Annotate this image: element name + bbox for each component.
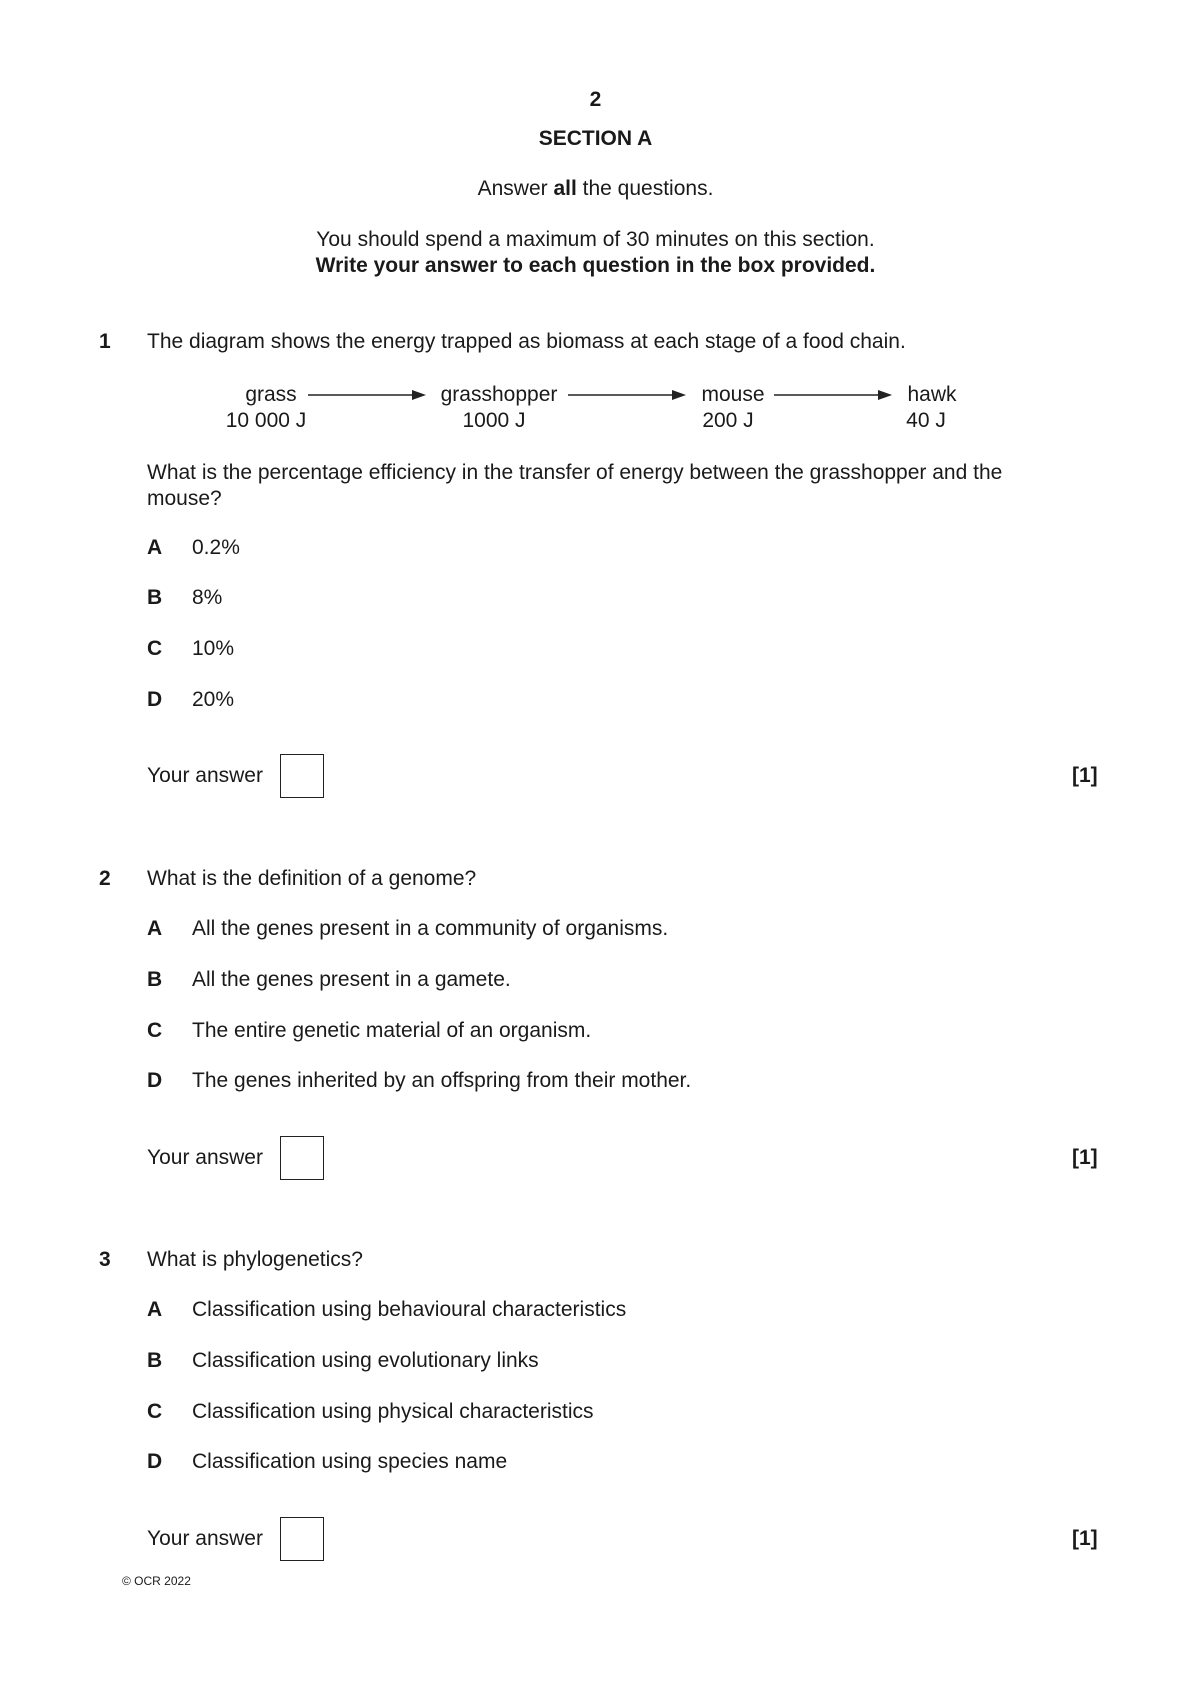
chain-energy-grass: 10 000 J <box>225 409 307 432</box>
question-1-text-line1: What is the percentage efficiency in the transfer of energy between the grasshopper and the <box>147 461 1003 484</box>
answer-box-q3[interactable] <box>280 1517 324 1561</box>
chain-organism-grasshopper: grasshopper <box>440 383 558 406</box>
answer-box-q2[interactable] <box>280 1136 324 1180</box>
page-number: 2 <box>589 88 602 111</box>
question-1-number: 1 <box>99 330 111 353</box>
arrow-right-icon <box>774 388 894 402</box>
time-note: You should spend a maximum of 30 minutes on this section. <box>316 228 875 251</box>
option-letter: D <box>147 688 163 711</box>
option-text: Classification using species name <box>192 1450 508 1473</box>
option-text: 20% <box>192 688 235 711</box>
option-letter: B <box>147 1349 163 1372</box>
option-letter: A <box>147 536 163 559</box>
question-2-number: 2 <box>99 867 111 890</box>
option-text: Classification using physical characteristics <box>192 1400 594 1423</box>
marks-q3: [1] <box>1072 1527 1098 1550</box>
option-text: 10% <box>192 637 235 660</box>
section-title: SECTION A <box>538 127 653 150</box>
option-letter: B <box>147 586 163 609</box>
question-2-stem: What is the definition of a genome? <box>147 867 477 890</box>
option-text: The entire genetic material of an organism. <box>192 1019 592 1042</box>
copyright: © OCR 2022 <box>122 1574 191 1588</box>
chain-organism-mouse: mouse <box>701 383 765 406</box>
chain-energy-grasshopper: 1000 J <box>462 409 526 432</box>
option-letter: C <box>147 1400 163 1423</box>
option-text: Classification using evolutionary links <box>192 1349 539 1372</box>
arrow-right-icon <box>568 388 688 402</box>
option-letter: D <box>147 1450 163 1473</box>
option-text: All the genes present in a community of organisms. <box>192 917 669 940</box>
option-letter: B <box>147 968 163 991</box>
option-letter: C <box>147 637 163 660</box>
option-text: Classification using behavioural characteristics <box>192 1298 627 1321</box>
arrow-right-icon <box>308 388 428 402</box>
instruction-pre: Answer <box>477 177 554 200</box>
question-3-stem: What is phylogenetics? <box>147 1248 363 1271</box>
option-letter: D <box>147 1069 163 1092</box>
option-text: All the genes present in a gamete. <box>192 968 511 991</box>
marks-q1: [1] <box>1072 764 1098 787</box>
option-letter: A <box>147 917 163 940</box>
option-letter: C <box>147 1019 163 1042</box>
answer-label: Your answer <box>147 764 263 787</box>
answer-label: Your answer <box>147 1146 263 1169</box>
answer-label: Your answer <box>147 1527 263 1550</box>
question-1-text-line2: mouse? <box>147 487 222 510</box>
instruction <box>0 176 1191 202</box>
chain-energy-mouse: 200 J <box>702 409 754 432</box>
write-note: Write your answer to each question in the box provided. <box>315 254 876 277</box>
option-letter: A <box>147 1298 163 1321</box>
chain-organism-hawk: hawk <box>907 383 957 406</box>
option-text: The genes inherited by an offspring from their mother. <box>192 1069 692 1092</box>
option-text: 8% <box>192 586 223 609</box>
question-1-stem: The diagram shows the energy trapped as biomass at each stage of a food chain. <box>147 330 906 353</box>
option-text: 0.2% <box>192 536 240 559</box>
chain-organism-grass: grass <box>245 383 297 406</box>
instruction-bold: all <box>553 177 577 200</box>
question-3-number: 3 <box>99 1248 111 1271</box>
marks-q2: [1] <box>1072 1146 1098 1169</box>
chain-energy-hawk: 40 J <box>906 409 946 432</box>
instruction-post: the questions. <box>576 177 714 200</box>
answer-box-q1[interactable] <box>280 754 324 798</box>
